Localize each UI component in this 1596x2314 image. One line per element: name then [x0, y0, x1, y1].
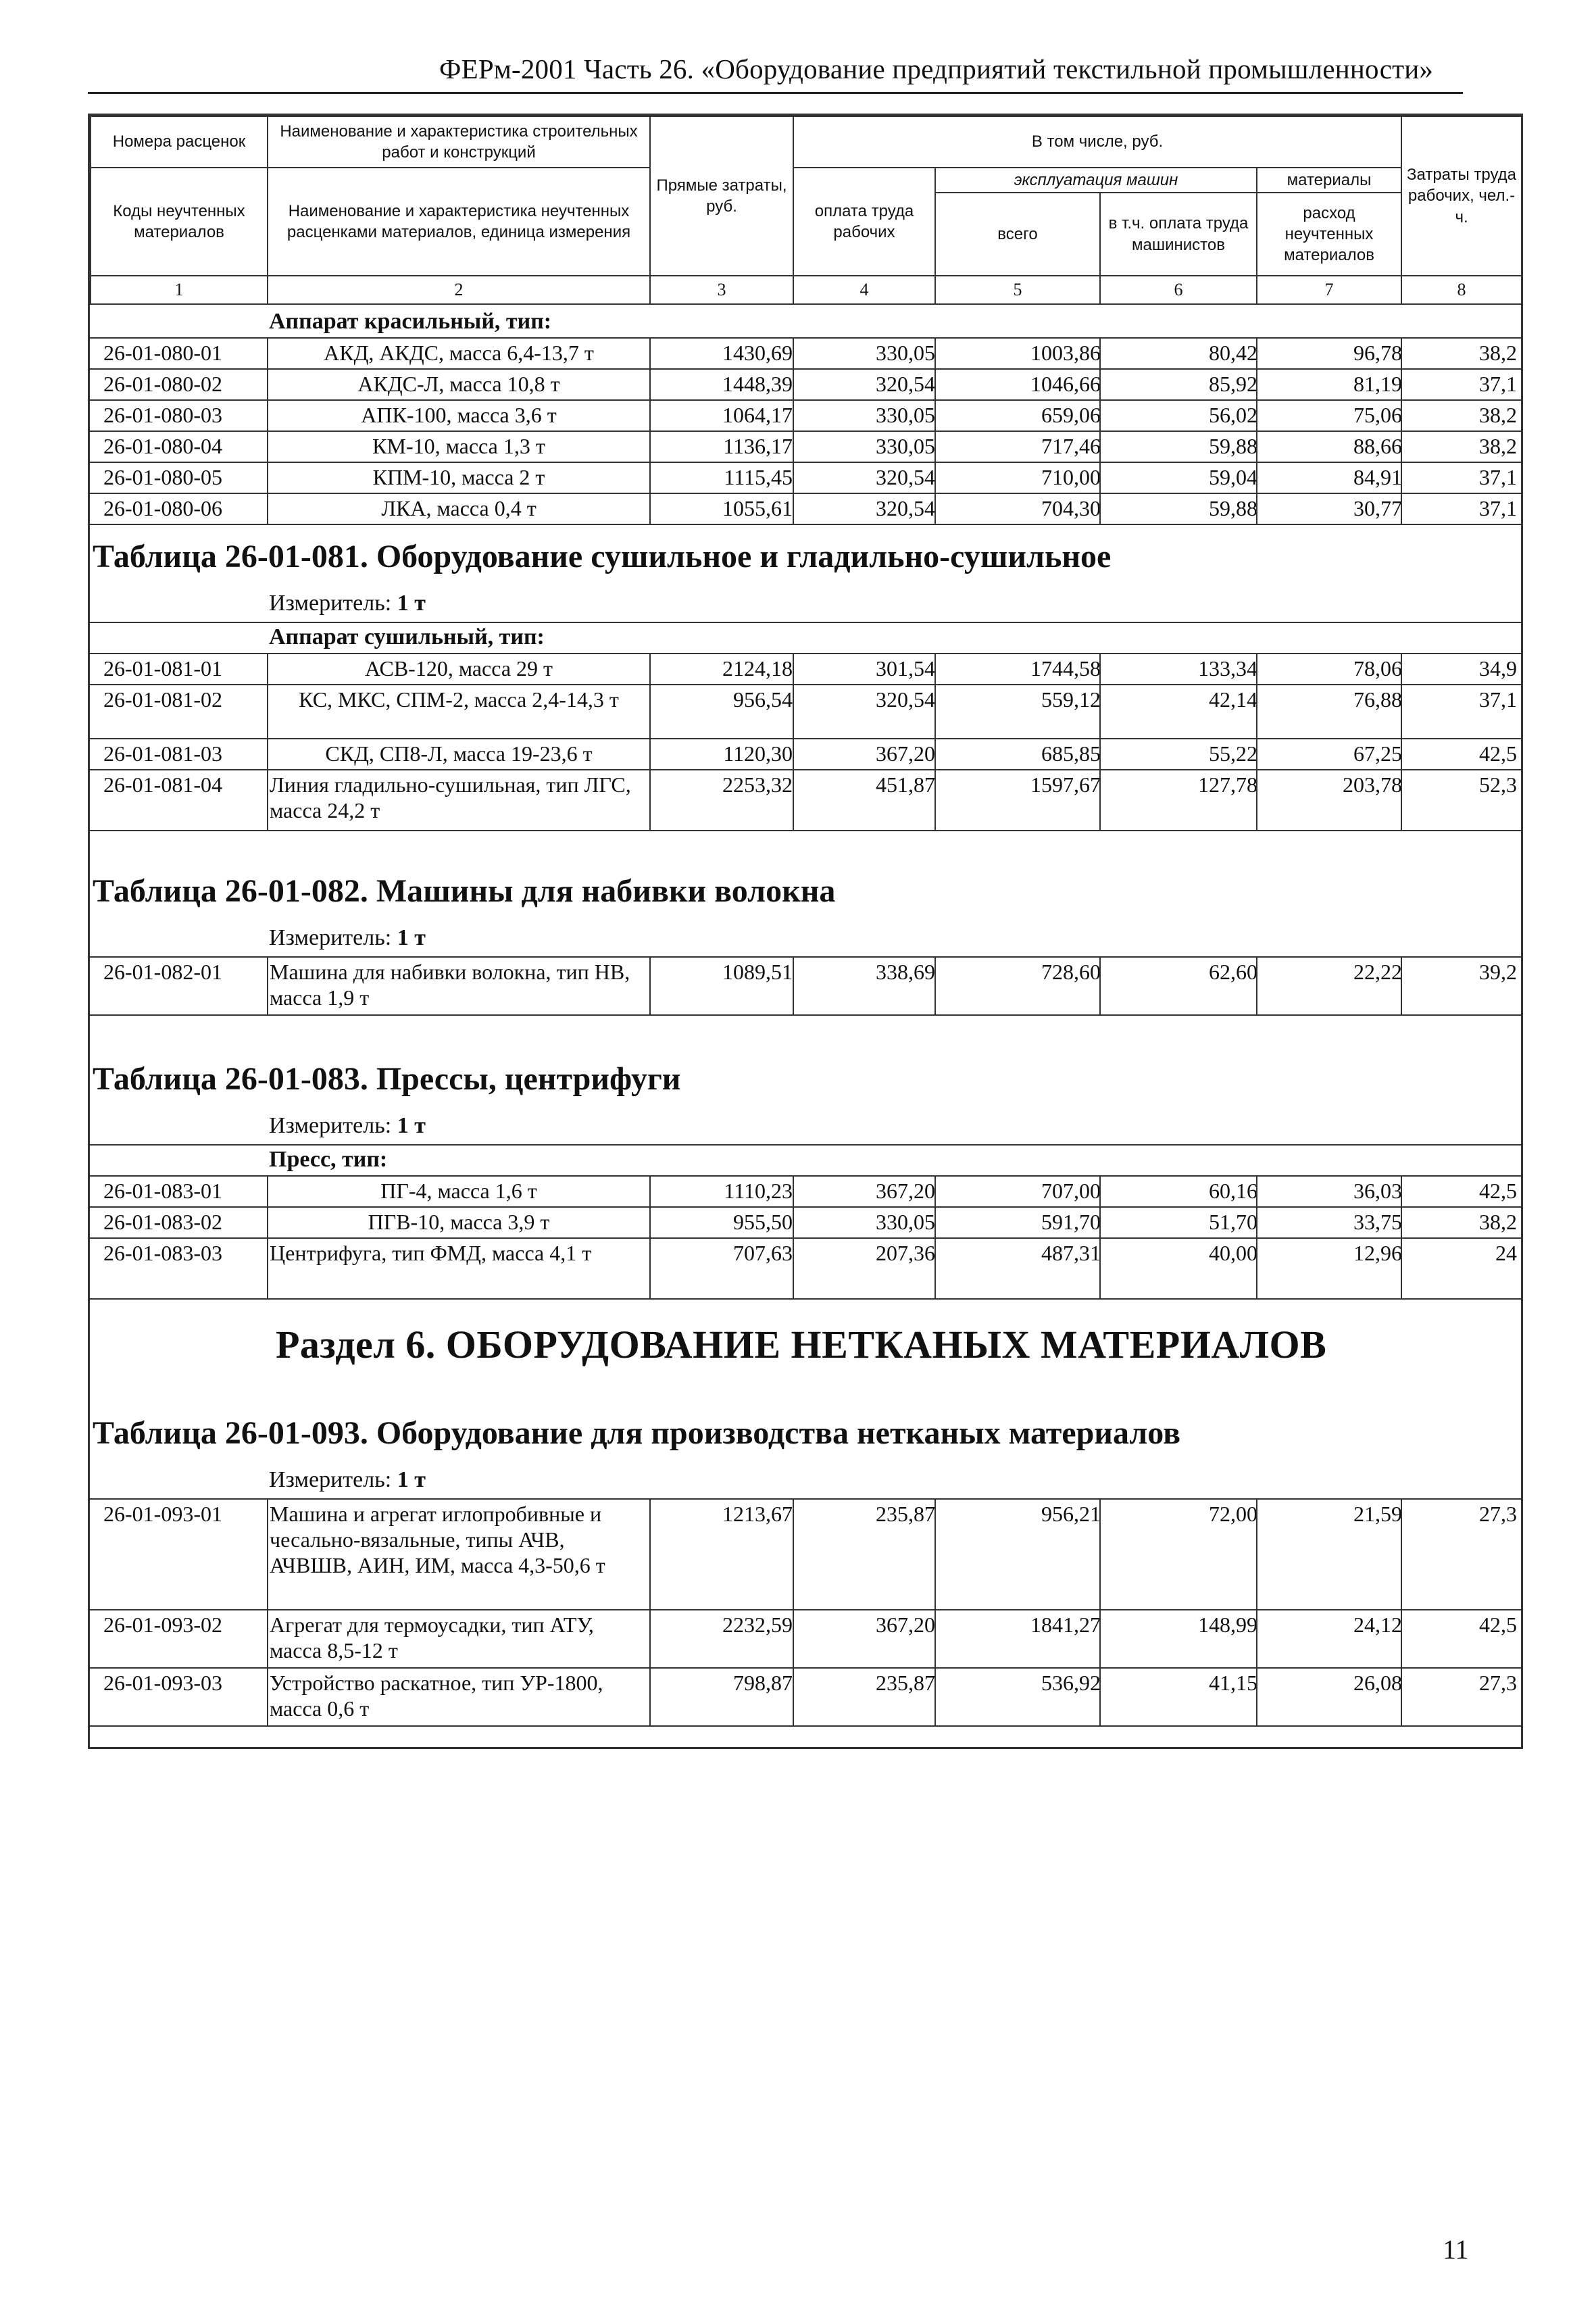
- rate-code: 26-01-081-04: [103, 772, 222, 797]
- table-title: Таблица 26-01-083. Прессы, центрифуги: [93, 1061, 681, 1097]
- worker-wages: 235,87: [876, 1502, 935, 1526]
- table-title: Таблица 26-01-093. Оборудование для производства нетканых материалов: [93, 1415, 1181, 1451]
- labor-hours: 38,2: [1479, 1210, 1517, 1234]
- column-divider: [793, 956, 794, 1014]
- row-divider: [90, 738, 1521, 739]
- rate-code: 26-01-093-02: [103, 1613, 222, 1637]
- direct-cost: 1064,17: [722, 403, 793, 427]
- material-cost: 33,75: [1353, 1210, 1402, 1234]
- material-cost: 22,22: [1353, 960, 1402, 984]
- col-header-mat-name: Наименование и характеристика неучтенных расценками материалов, единица измерения: [268, 168, 650, 276]
- material-cost: 76,88: [1353, 687, 1402, 712]
- material-cost: 24,12: [1353, 1613, 1402, 1637]
- row-divider: [90, 524, 1521, 525]
- material-cost: 96,78: [1353, 341, 1402, 365]
- work-name: Машина и агрегат иглопробивные и чесально-вязальные, типы АЧВ, АЧВШВ, АИН, ИМ, масса 4,3-50,6 т: [270, 1502, 605, 1577]
- column-divider: [1256, 1498, 1257, 1725]
- unit-value: 1 т: [397, 1467, 426, 1492]
- column-divider: [1401, 653, 1402, 830]
- machinist-wages: 127,78: [1198, 772, 1257, 797]
- machinist-wages: 85,92: [1209, 372, 1257, 396]
- column-divider: [934, 653, 936, 830]
- work-name: ЛКА, масса 0,4 т: [381, 496, 537, 520]
- work-name: ПГВ-10, масса 3,9 т: [368, 1210, 550, 1234]
- group-title: Пресс, тип:: [269, 1147, 388, 1172]
- column-divider: [1256, 956, 1257, 1014]
- column-divider: [1401, 337, 1402, 524]
- work-name: Устройство раскатное, тип УР-1800, масса 0,6 т: [270, 1671, 603, 1721]
- rate-code: 26-01-093-03: [103, 1671, 222, 1695]
- labor-hours: 38,2: [1479, 403, 1517, 427]
- column-divider: [267, 1175, 268, 1298]
- col-header-machines: эксплуатация машин: [935, 168, 1257, 193]
- worker-wages: 235,87: [876, 1671, 935, 1695]
- rate-code: 26-01-080-06: [103, 496, 222, 520]
- col-header-name: Наименование и характеристика строительных работ и конструкций: [268, 116, 650, 168]
- machinist-wages: 72,00: [1209, 1502, 1257, 1526]
- row-divider: [90, 493, 1521, 494]
- rate-code: 26-01-080-01: [103, 341, 222, 365]
- direct-cost: 1110,23: [724, 1179, 793, 1203]
- work-name: КПМ-10, масса 2 т: [372, 465, 545, 489]
- worker-wages: 320,54: [876, 372, 935, 396]
- column-divider: [649, 653, 651, 830]
- row-divider: [90, 399, 1521, 401]
- column-divider: [649, 337, 651, 524]
- direct-cost: 955,50: [733, 1210, 793, 1234]
- column-divider: [267, 337, 268, 524]
- col-header-direct: Прямые затраты, руб.: [650, 116, 793, 276]
- page-number: 11: [1443, 2234, 1469, 2265]
- rate-code: 26-01-080-02: [103, 372, 222, 396]
- row-divider: [90, 337, 1521, 339]
- unit-label: [269, 1467, 426, 1493]
- machine-cost: 704,30: [1041, 496, 1101, 520]
- row-divider: [90, 1175, 1521, 1177]
- worker-wages: 320,54: [876, 465, 935, 489]
- table-title: Таблица 26-01-082. Машины для набивки волокна: [93, 873, 836, 909]
- column-divider: [1099, 1175, 1101, 1298]
- direct-cost: 2253,32: [722, 772, 793, 797]
- header-rule: [88, 92, 1463, 94]
- row-divider: [90, 1667, 1521, 1669]
- material-cost: 30,77: [1353, 496, 1402, 520]
- work-name: Центрифуга, тип ФМД, масса 4,1 т: [270, 1241, 592, 1265]
- price-table: [88, 114, 1523, 1749]
- machine-cost: 1003,86: [1030, 341, 1101, 365]
- labor-hours: 42,5: [1479, 1179, 1517, 1203]
- machine-cost: 1046,66: [1030, 372, 1101, 396]
- unit-label: [269, 925, 426, 951]
- material-cost: 12,96: [1353, 1241, 1402, 1265]
- labor-hours: 37,1: [1479, 465, 1517, 489]
- row-divider: [90, 769, 1521, 770]
- table-title: Таблица 26-01-081. Оборудование сушильное и гладильно-сушильное: [93, 539, 1112, 574]
- table-header: [90, 116, 1522, 305]
- machine-cost: 707,00: [1041, 1179, 1101, 1203]
- machinist-wages: 133,34: [1198, 656, 1257, 681]
- worker-wages: 207,36: [876, 1241, 935, 1265]
- col-num: 6: [1100, 276, 1257, 304]
- direct-cost: 1055,61: [722, 496, 793, 520]
- worker-wages: 338,69: [876, 960, 935, 984]
- rate-code: 26-01-081-02: [103, 687, 222, 712]
- col-num: 3: [650, 276, 793, 304]
- col-header-labor: Затраты труда рабочих, чел.-ч.: [1401, 116, 1522, 276]
- labor-hours: 24: [1495, 1241, 1517, 1265]
- unit-value: 1 т: [397, 591, 426, 616]
- worker-wages: 320,54: [876, 687, 935, 712]
- work-name: КМ-10, масса 1,3 т: [372, 434, 545, 458]
- machine-cost: 536,92: [1041, 1671, 1101, 1695]
- row-divider: [90, 956, 1521, 958]
- machinist-wages: 56,02: [1209, 403, 1257, 427]
- work-name: АКДС-Л, масса 10,8 т: [357, 372, 560, 396]
- direct-cost: 1089,51: [722, 960, 793, 984]
- material-cost: 36,03: [1353, 1179, 1402, 1203]
- material-cost: 81,19: [1353, 372, 1402, 396]
- work-name: Линия гладильно-сушильная, тип ЛГС, масса 24,2 т: [270, 772, 631, 822]
- column-divider: [793, 337, 794, 524]
- machine-cost: 710,00: [1041, 465, 1101, 489]
- unit-label-text: Измеритель:: [269, 1113, 392, 1138]
- labor-hours: 34,9: [1479, 656, 1517, 681]
- direct-cost: 1120,30: [723, 741, 793, 766]
- row-divider: [90, 1725, 1521, 1727]
- labor-hours: 27,3: [1479, 1671, 1517, 1695]
- col-num: 1: [91, 276, 268, 304]
- machine-cost: 717,46: [1041, 434, 1101, 458]
- machinist-wages: 51,70: [1209, 1210, 1257, 1234]
- column-divider: [1256, 1175, 1257, 1298]
- direct-cost: 2232,59: [722, 1613, 793, 1637]
- machinist-wages: 62,60: [1209, 960, 1257, 984]
- col-header-materials: материалы: [1257, 168, 1401, 193]
- unit-label: [269, 591, 426, 616]
- row-divider: [90, 1206, 1521, 1208]
- unit-value: 1 т: [397, 925, 426, 950]
- material-cost: 67,25: [1353, 741, 1402, 766]
- machine-cost: 591,70: [1041, 1210, 1101, 1234]
- work-name: АСВ-120, масса 29 т: [364, 656, 553, 681]
- work-name: Машина для набивки волокна, тип НВ, масса 1,9 т: [270, 960, 630, 1010]
- machine-cost: 956,21: [1041, 1502, 1101, 1526]
- column-divider: [793, 1498, 794, 1725]
- material-cost: 203,78: [1343, 772, 1402, 797]
- col-header-mat-codes: Коды неучтенных материалов: [91, 168, 268, 276]
- labor-hours: 37,1: [1479, 372, 1517, 396]
- worker-wages: 367,20: [876, 1613, 935, 1637]
- group-title: Аппарат сушильный, тип:: [269, 624, 545, 649]
- column-divider: [267, 1498, 268, 1725]
- col-header-mat-use: расход неучтенных материалов: [1257, 193, 1401, 276]
- rate-code: 26-01-080-03: [103, 403, 222, 427]
- machine-cost: 1597,67: [1030, 772, 1101, 797]
- column-divider: [1401, 1498, 1402, 1725]
- machine-cost: 659,06: [1041, 403, 1101, 427]
- rate-code: 26-01-093-01: [103, 1502, 222, 1526]
- worker-wages: 367,20: [876, 741, 935, 766]
- column-divider: [934, 956, 936, 1014]
- unit-value: 1 т: [397, 1113, 426, 1138]
- column-divider: [649, 1175, 651, 1298]
- rate-code: 26-01-081-03: [103, 741, 222, 766]
- row-divider: [90, 1144, 1521, 1146]
- col-num: 7: [1257, 276, 1401, 304]
- row-divider: [90, 1298, 1521, 1300]
- machinist-wages: 55,22: [1209, 741, 1257, 766]
- material-cost: 75,06: [1353, 403, 1402, 427]
- column-divider: [1401, 956, 1402, 1014]
- unit-label-text: Измеритель:: [269, 1467, 392, 1492]
- rate-code: 26-01-080-05: [103, 465, 222, 489]
- machinist-wages: 80,42: [1209, 341, 1257, 365]
- col-num: 2: [268, 276, 650, 304]
- col-num: 4: [793, 276, 935, 304]
- rate-code: 26-01-083-02: [103, 1210, 222, 1234]
- work-name: ПГ-4, масса 1,6 т: [380, 1179, 537, 1203]
- work-name: АКД, АКДС, масса 6,4-13,7 т: [324, 341, 594, 365]
- machinist-wages: 40,00: [1209, 1241, 1257, 1265]
- machine-cost: 685,85: [1041, 741, 1101, 766]
- direct-cost: 1136,17: [723, 434, 793, 458]
- labor-hours: 42,5: [1479, 1613, 1517, 1637]
- worker-wages: 320,54: [876, 496, 935, 520]
- group-title: Аппарат красильный, тип:: [269, 309, 552, 334]
- labor-hours: 52,3: [1479, 772, 1517, 797]
- column-divider: [1099, 956, 1101, 1014]
- column-divider: [934, 1175, 936, 1298]
- row-divider: [90, 430, 1521, 432]
- column-divider: [1099, 1498, 1101, 1725]
- row-divider: [90, 1237, 1521, 1239]
- rate-code: 26-01-083-03: [103, 1241, 222, 1265]
- row-divider: [90, 462, 1521, 463]
- column-divider: [267, 653, 268, 830]
- rate-code: 26-01-082-01: [103, 960, 222, 984]
- worker-wages: 330,05: [876, 434, 935, 458]
- column-divider: [1256, 653, 1257, 830]
- column-divider: [1099, 337, 1101, 524]
- labor-hours: 38,2: [1479, 434, 1517, 458]
- row-divider: [90, 1014, 1521, 1016]
- col-header-mach-wages: в т.ч. оплата труда машинистов: [1100, 193, 1257, 276]
- col-num: 8: [1401, 276, 1522, 304]
- labor-hours: 37,1: [1479, 687, 1517, 712]
- direct-cost: 798,87: [733, 1671, 793, 1695]
- labor-hours: 38,2: [1479, 341, 1517, 365]
- direct-cost: 1430,69: [722, 341, 793, 365]
- work-name: Агрегат для термоусадки, тип АТУ, масса 8,5-12 т: [270, 1613, 594, 1663]
- column-divider: [267, 956, 268, 1014]
- column-divider: [934, 337, 936, 524]
- machinist-wages: 59,88: [1209, 496, 1257, 520]
- labor-hours: 37,1: [1479, 496, 1517, 520]
- material-cost: 26,08: [1353, 1671, 1402, 1695]
- rate-code: 26-01-081-01: [103, 656, 222, 681]
- rate-code: 26-01-083-01: [103, 1179, 222, 1203]
- direct-cost: 1213,67: [722, 1502, 793, 1526]
- row-divider: [90, 622, 1521, 623]
- row-divider: [90, 1609, 1521, 1610]
- direct-cost: 956,54: [733, 687, 793, 712]
- machine-cost: 728,60: [1041, 960, 1101, 984]
- col-header-wages: оплата труда рабочих: [793, 168, 935, 276]
- material-cost: 88,66: [1353, 434, 1402, 458]
- column-divider: [793, 653, 794, 830]
- worker-wages: 301,54: [876, 656, 935, 681]
- material-cost: 78,06: [1353, 656, 1402, 681]
- direct-cost: 707,63: [733, 1241, 793, 1265]
- column-divider: [1256, 337, 1257, 524]
- work-name: СКД, СП8-Л, масса 19-23,6 т: [325, 741, 593, 766]
- work-name: АПК-100, масса 3,6 т: [361, 403, 557, 427]
- worker-wages: 330,05: [876, 341, 935, 365]
- column-divider: [1401, 1175, 1402, 1298]
- worker-wages: 330,05: [876, 403, 935, 427]
- material-cost: 21,59: [1353, 1502, 1402, 1526]
- labor-hours: 27,3: [1479, 1502, 1517, 1526]
- machinist-wages: 41,15: [1209, 1671, 1257, 1695]
- worker-wages: 367,20: [876, 1179, 935, 1203]
- machinist-wages: 59,88: [1209, 434, 1257, 458]
- rate-code: 26-01-080-04: [103, 434, 222, 458]
- machine-cost: 1841,27: [1030, 1613, 1101, 1637]
- col-num: 5: [935, 276, 1100, 304]
- col-header-mach-total: всего: [935, 193, 1100, 276]
- section-title: Раздел 6. ОБОРУДОВАНИЕ НЕТКАНЫХ МАТЕРИАЛОВ: [276, 1323, 1327, 1367]
- worker-wages: 451,87: [876, 772, 935, 797]
- row-divider: [90, 653, 1521, 654]
- row-divider: [90, 684, 1521, 685]
- machinist-wages: 148,99: [1198, 1613, 1257, 1637]
- machine-cost: 1744,58: [1030, 656, 1101, 681]
- unit-label: [269, 1113, 426, 1139]
- col-header-codes: Номера расценок: [91, 116, 268, 168]
- row-divider: [90, 1498, 1521, 1500]
- machine-cost: 487,31: [1041, 1241, 1101, 1265]
- machinist-wages: 59,04: [1209, 465, 1257, 489]
- direct-cost: 2124,18: [722, 656, 793, 681]
- unit-label-text: Измеритель:: [269, 925, 392, 950]
- col-header-incl: В том числе, руб.: [793, 116, 1401, 168]
- work-name: КС, МКС, СПМ-2, масса 2,4-14,3 т: [299, 687, 619, 712]
- machine-cost: 559,12: [1041, 687, 1101, 712]
- row-divider: [90, 830, 1521, 831]
- direct-cost: 1448,39: [722, 372, 793, 396]
- unit-label-text: Измеритель:: [269, 591, 392, 616]
- labor-hours: 39,2: [1479, 960, 1517, 984]
- material-cost: 84,91: [1353, 465, 1402, 489]
- column-divider: [649, 956, 651, 1014]
- machinist-wages: 60,16: [1209, 1179, 1257, 1203]
- column-divider: [793, 1175, 794, 1298]
- worker-wages: 330,05: [876, 1210, 935, 1234]
- machinist-wages: 42,14: [1209, 687, 1257, 712]
- labor-hours: 42,5: [1479, 741, 1517, 766]
- column-divider: [649, 1498, 651, 1725]
- row-divider: [90, 368, 1521, 370]
- direct-cost: 1115,45: [724, 465, 793, 489]
- column-divider: [934, 1498, 936, 1725]
- column-divider: [1099, 653, 1101, 830]
- page-header-title: ФЕРм-2001 Часть 26. «Оборудование предприятий текстильной промышленности»: [439, 53, 1434, 84]
